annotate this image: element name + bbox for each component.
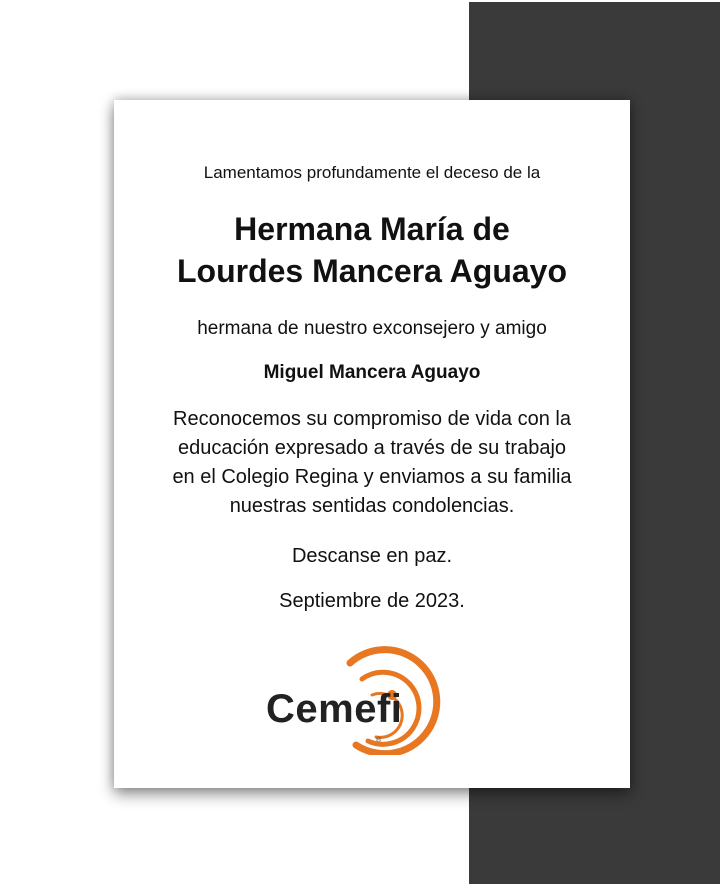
cemefi-logo [264,645,449,755]
message-line-2: educación expresado a través de su trabajo [177,437,567,459]
logo-text: Cemefi [266,687,403,731]
relative-name: Miguel Mancera Aguayo [263,362,481,383]
condolence-card [114,100,630,788]
message-line-1: Reconocemos su compromiso de vida con la [173,408,571,430]
deceased-name-line-2: Lourdes Mancera Aguayo [176,253,567,289]
condolence-message [134,405,610,521]
deceased-name [114,208,630,292]
message-line-4: nuestras sentidas condolencias. [229,495,515,517]
date-text: Septiembre de 2023. [279,590,465,612]
intro-text: Lamentamos profundamente el deceso de la [203,163,541,182]
relation-text: hermana de nuestro exconsejero y amigo [197,318,547,339]
rest-in-peace-text: Descanse en paz. [291,545,453,567]
registered-mark: ® [376,737,382,744]
message-line-3: en el Colegio Regina y enviamos a su familia [172,466,572,488]
deceased-name-line-1: Hermana María de [234,211,510,247]
